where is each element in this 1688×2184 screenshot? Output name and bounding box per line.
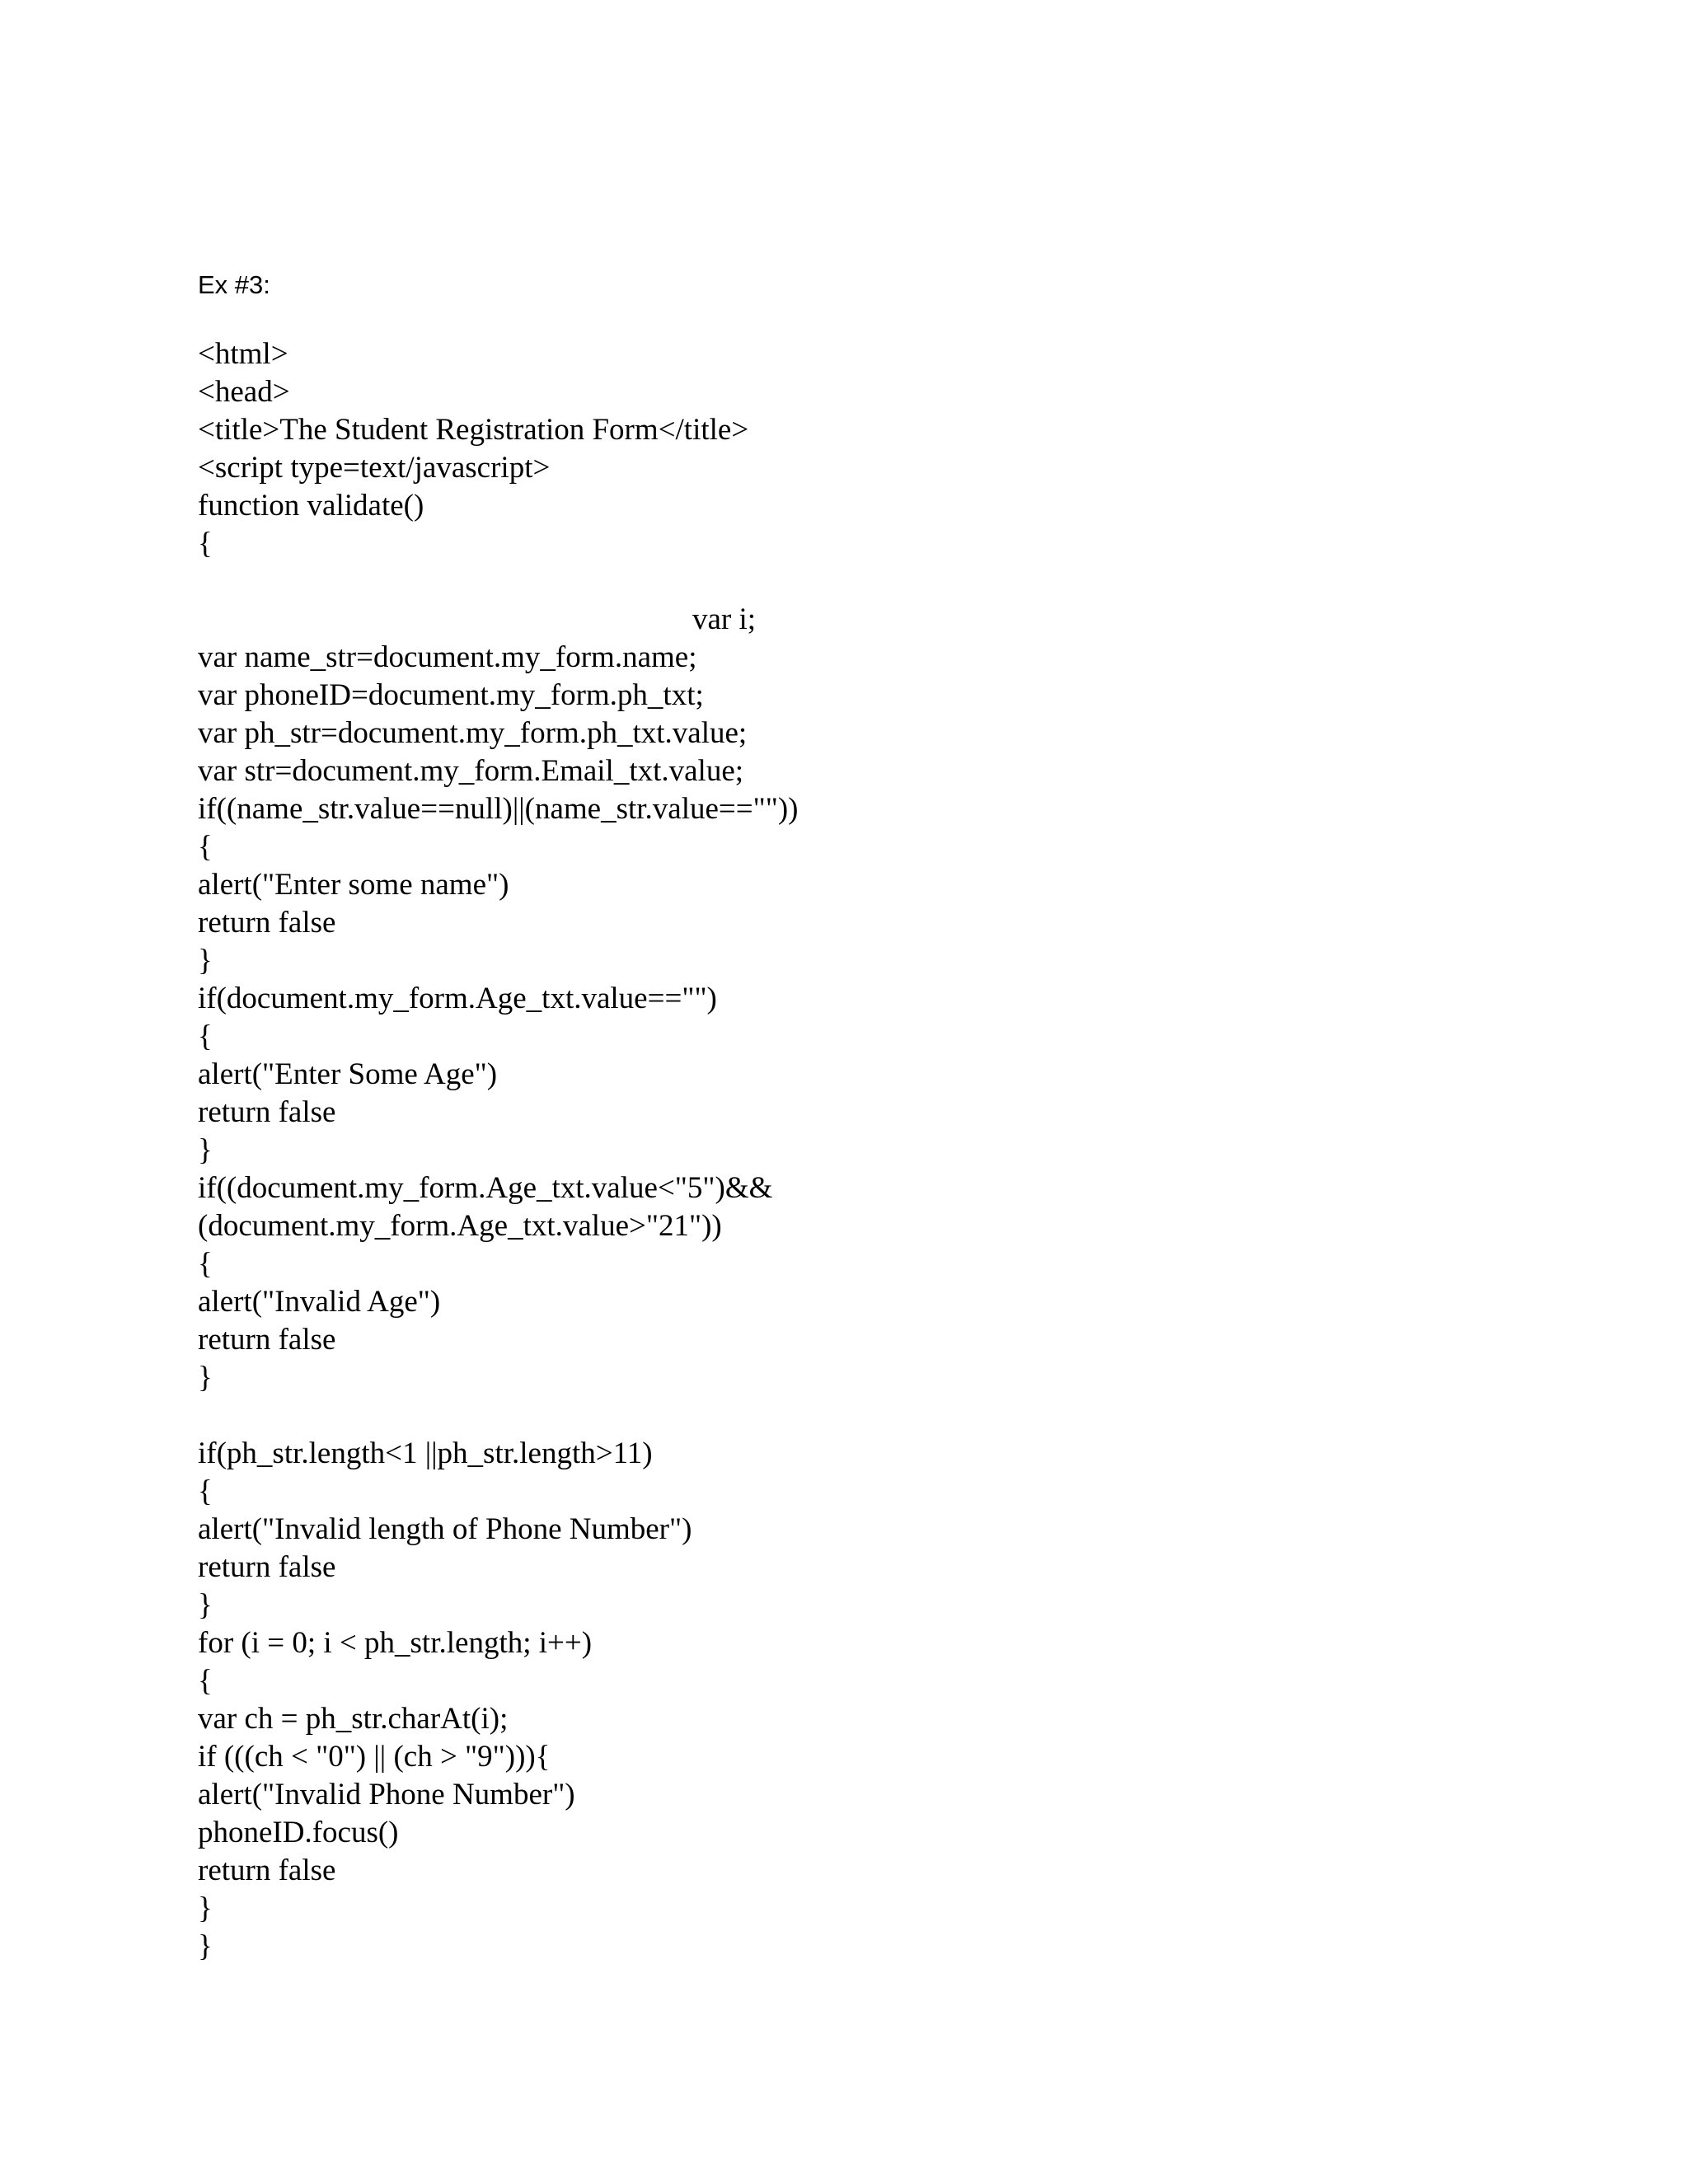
code-line: <script type=text/javascript> [198,451,551,485]
code-line: return false [198,1854,336,1887]
code-line: } [198,1361,213,1394]
code-line: return false [198,1550,336,1584]
code-line: alert("Enter Some Age") [198,1057,498,1091]
code-line: { [198,1247,213,1281]
code-line: if (((ch < "0") || (ch > "9"))){ [198,1740,551,1774]
code-line: if((name_str.value==null)||(name_str.value=="")) [198,792,799,826]
code-line: <title>The Student Registration Form</title> [198,413,749,447]
code-line: for (i = 0; i < ph_str.length; i++) [198,1626,593,1660]
blank-line [198,563,1648,601]
blank-line [198,1397,1648,1435]
code-line: var name_str=document.my_form.name; [198,640,697,674]
code-line: } [198,1891,213,1925]
code-line: alert("Enter some name") [198,868,509,902]
code-line: var str=document.my_form.Email_txt.value; [198,754,744,788]
code-line: var ch = ph_str.charAt(i); [198,1702,509,1736]
code-line: if(ph_str.length<1 ||ph_str.length>11) [198,1436,653,1470]
code-line: } [198,1929,213,1963]
code-line: var ph_str=document.my_form.ph_txt.value; [198,716,748,750]
code-line: phoneID.focus() [198,1816,399,1849]
code-line: function validate() [198,489,424,523]
code-line: alert("Invalid Phone Number") [198,1778,575,1811]
code-line: { [198,830,213,864]
code-line: { [198,1664,213,1698]
code-line: } [198,944,213,977]
code-line: if(document.my_form.Age_txt.value=="") [198,982,717,1015]
code-line: } [198,1588,213,1622]
code-line: alert("Invalid length of Phone Number") [198,1512,692,1546]
code-listing [198,335,1648,1966]
code-line: return false [198,1095,336,1129]
code-line: <head> [198,375,290,409]
code-line: <html> [198,337,288,371]
code-line: var phoneID=document.my_form.ph_txt; [198,678,704,712]
code-line: { [198,1474,213,1508]
code-line: { [198,527,213,560]
code-line: alert("Invalid Age") [198,1285,441,1319]
code-line: { [198,1019,213,1053]
code-line: (document.my_form.Age_txt.value>"21")) [198,1209,722,1243]
code-line: } [198,1133,213,1167]
code-line: return false [198,906,336,940]
code-line: return false [198,1323,336,1357]
exercise-heading: Ex #3: [198,270,270,299]
code-line: var i; [692,602,757,636]
code-line: if((document.my_form.Age_txt.value<"5")&& [198,1171,773,1205]
